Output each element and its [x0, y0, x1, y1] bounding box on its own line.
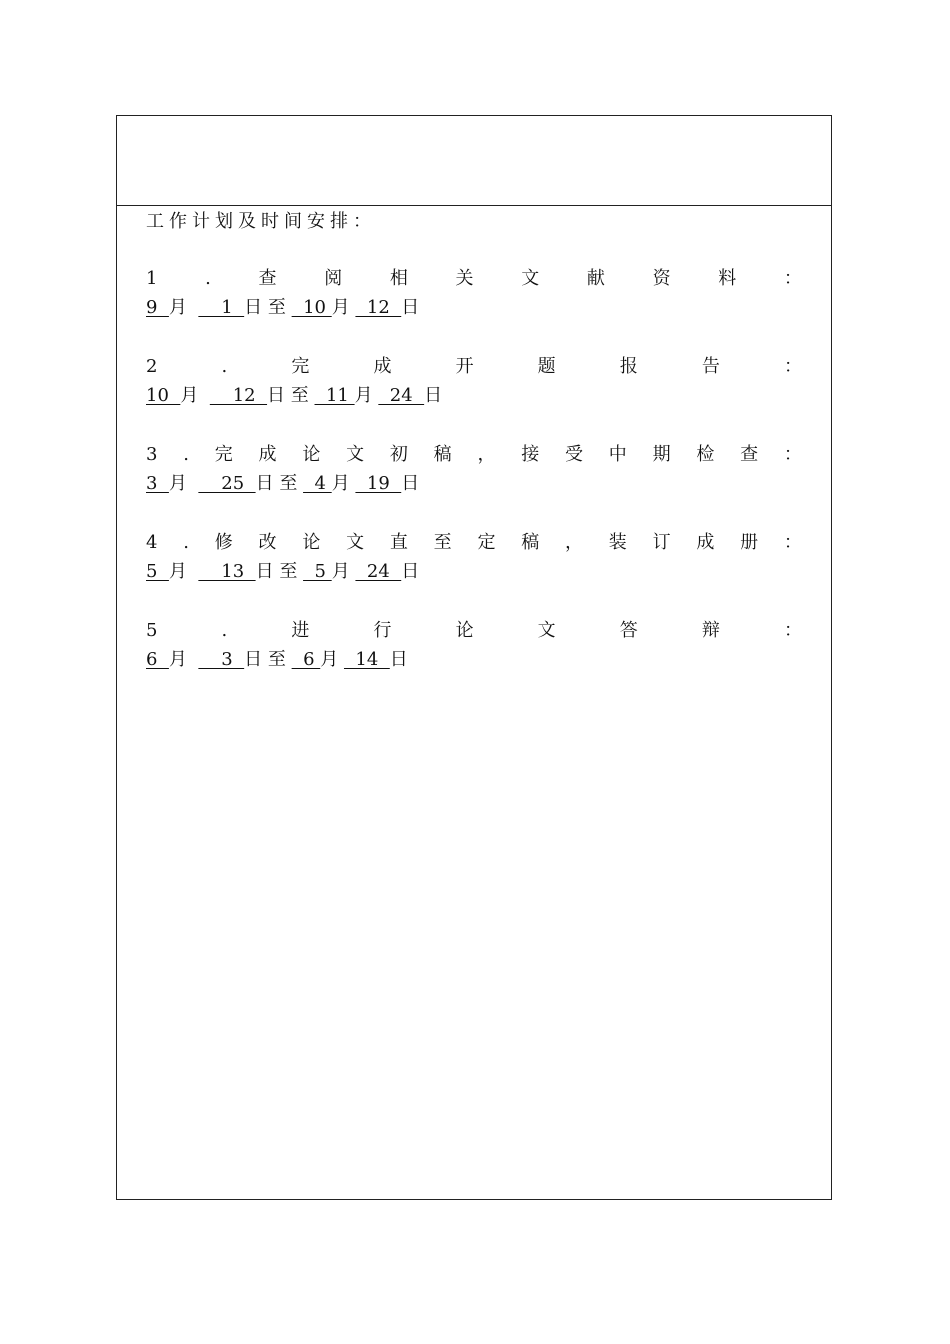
plan-heading-char: ： — [783, 268, 802, 289]
plan-heading-char: 献 — [586, 268, 605, 289]
day-label: 日 — [424, 385, 443, 406]
plan-heading-char: 开 — [455, 356, 474, 377]
plan-item-heading — [146, 528, 802, 557]
plan-heading-char: 中 — [608, 444, 627, 465]
plan-heading-char: 答 — [619, 620, 638, 641]
end-day-value: 12 — [355, 297, 402, 318]
plan-heading-char: 定 — [477, 532, 496, 553]
plan-item — [146, 264, 802, 322]
end-month-value: 11 — [314, 385, 355, 406]
plan-heading-char: 至 — [433, 532, 452, 553]
to-label: 至 — [267, 297, 292, 318]
plan-item — [146, 440, 802, 498]
plan-heading-char: . — [183, 532, 189, 553]
plan-heading-char: 完 — [214, 444, 233, 465]
plan-heading-char: 关 — [455, 268, 474, 289]
day-label: 日 — [244, 649, 268, 670]
end-day-value: 24 — [355, 561, 402, 582]
plan-heading-char: 接 — [521, 444, 540, 465]
plan-item-dates — [146, 645, 802, 674]
month-label: 月 — [354, 385, 379, 406]
plan-heading-char: 查 — [740, 444, 759, 465]
plan-heading-char: 文 — [521, 268, 540, 289]
plan-heading-char: 5 — [146, 620, 158, 641]
plan-item-heading — [146, 352, 802, 381]
plan-heading-char: 检 — [696, 444, 715, 465]
to-label: 至 — [290, 385, 315, 406]
plan-heading-char: 期 — [652, 444, 671, 465]
plan-heading-char: 文 — [346, 532, 365, 553]
plan-item-dates — [146, 469, 802, 498]
plan-item — [146, 616, 802, 674]
plan-heading-char: ， — [565, 532, 583, 553]
plan-heading-char: 装 — [608, 532, 627, 553]
plan-heading-char: 1 — [146, 268, 158, 289]
section-title-char: 及 — [238, 211, 256, 232]
section-title-char: 作 — [169, 211, 187, 232]
plan-heading-char: 查 — [258, 268, 277, 289]
plan-heading-char: 完 — [291, 356, 310, 377]
start-day-value: 3 — [198, 649, 245, 670]
day-label: 日 — [401, 297, 420, 318]
plan-item-dates — [146, 381, 802, 410]
plan-heading-char: ： — [783, 356, 802, 377]
plan-heading-char: 题 — [537, 356, 556, 377]
plan-item — [146, 352, 802, 410]
section-title — [146, 208, 376, 236]
plan-heading-char: 论 — [302, 444, 321, 465]
plan-heading-char: 报 — [619, 356, 638, 377]
plan-heading-char: 相 — [389, 268, 408, 289]
plan-heading-char: 料 — [718, 268, 737, 289]
plan-heading-char: 订 — [652, 532, 671, 553]
plan-heading-char: ： — [783, 444, 802, 465]
plan-item-heading — [146, 264, 802, 293]
start-month-value: 10 — [146, 385, 181, 406]
section-title-char: 工 — [146, 211, 164, 232]
end-day-value: 24 — [378, 385, 425, 406]
plan-heading-char: 直 — [389, 532, 408, 553]
plan-item-heading — [146, 616, 802, 645]
start-month-value: 6 — [146, 649, 169, 670]
start-day-value: 25 — [198, 473, 256, 494]
day-label: 日 — [255, 561, 280, 582]
plan-form-table — [116, 115, 832, 1200]
section-title-char: 计 — [192, 211, 210, 232]
plan-heading-char: 论 — [455, 620, 474, 641]
month-label: 月 — [180, 385, 210, 406]
to-label: 至 — [267, 649, 292, 670]
plan-heading-char: ， — [477, 444, 496, 465]
plan-item-heading — [146, 440, 802, 469]
plan-heading-char: 稿 — [521, 532, 540, 553]
day-label: 日 — [244, 297, 268, 318]
plan-heading-char: 辩 — [701, 620, 720, 641]
plan-heading-char: 阅 — [324, 268, 343, 289]
plan-item — [146, 528, 802, 586]
day-label: 日 — [255, 473, 280, 494]
plan-heading-char: 册 — [740, 532, 759, 553]
start-day-value: 1 — [198, 297, 245, 318]
month-label: 月 — [168, 473, 199, 494]
section-title-char: 时 — [261, 211, 279, 232]
plan-heading-char: 受 — [565, 444, 583, 465]
start-day-value: 13 — [198, 561, 256, 582]
plan-heading-char: . — [221, 620, 228, 641]
section-title-char: 排 — [330, 211, 348, 232]
section-title-char: ： — [353, 211, 371, 232]
plan-heading-char: 文 — [537, 620, 556, 641]
end-month-value: 5 — [303, 561, 332, 582]
plan-heading-char: 3 — [146, 444, 158, 465]
plan-heading-char: ： — [783, 620, 802, 641]
day-label: 日 — [267, 385, 291, 406]
end-day-value: 19 — [355, 473, 402, 494]
plan-heading-char: 成 — [696, 532, 715, 553]
plan-heading-char: 4 — [146, 532, 158, 553]
end-day-value: 14 — [343, 649, 390, 670]
start-day-value: 12 — [209, 385, 268, 406]
day-label: 日 — [401, 561, 420, 582]
plan-heading-char: 行 — [373, 620, 392, 641]
month-label: 月 — [168, 561, 199, 582]
plan-heading-char: ： — [783, 532, 802, 553]
section-title-char: 安 — [307, 211, 325, 232]
start-month-value: 5 — [146, 561, 169, 582]
plan-heading-char: 稿 — [433, 444, 452, 465]
section-title-char: 划 — [215, 211, 233, 232]
plan-heading-char: 成 — [373, 356, 392, 377]
plan-heading-char: 改 — [258, 532, 277, 553]
month-label: 月 — [331, 561, 356, 582]
plan-heading-char: 文 — [346, 444, 365, 465]
plan-heading-char: . — [183, 444, 189, 465]
month-label: 月 — [168, 649, 199, 670]
month-label: 月 — [331, 297, 356, 318]
plan-heading-char: 进 — [291, 620, 310, 641]
end-month-value: 6 — [291, 649, 321, 670]
plan-heading-char: 资 — [652, 268, 671, 289]
table-divider — [117, 205, 831, 206]
end-month-value: 10 — [291, 297, 332, 318]
month-label: 月 — [331, 473, 356, 494]
plan-heading-char: 修 — [214, 532, 233, 553]
start-month-value: 3 — [146, 473, 169, 494]
plan-heading-char: 初 — [389, 444, 408, 465]
to-label: 至 — [279, 473, 304, 494]
plan-heading-char: 告 — [701, 356, 720, 377]
plan-item-dates — [146, 557, 802, 586]
month-label: 月 — [168, 297, 199, 318]
plan-heading-char: . — [205, 268, 211, 289]
plan-heading-char: . — [221, 356, 228, 377]
plan-heading-char: 成 — [258, 444, 277, 465]
plan-heading-char: 2 — [146, 356, 158, 377]
plan-item-dates — [146, 293, 802, 322]
plan-heading-char: 论 — [302, 532, 321, 553]
month-label: 月 — [320, 649, 344, 670]
start-month-value: 9 — [146, 297, 169, 318]
day-label: 日 — [389, 649, 408, 670]
end-month-value: 4 — [303, 473, 332, 494]
day-label: 日 — [401, 473, 420, 494]
to-label: 至 — [279, 561, 304, 582]
section-title-char: 间 — [284, 211, 302, 232]
